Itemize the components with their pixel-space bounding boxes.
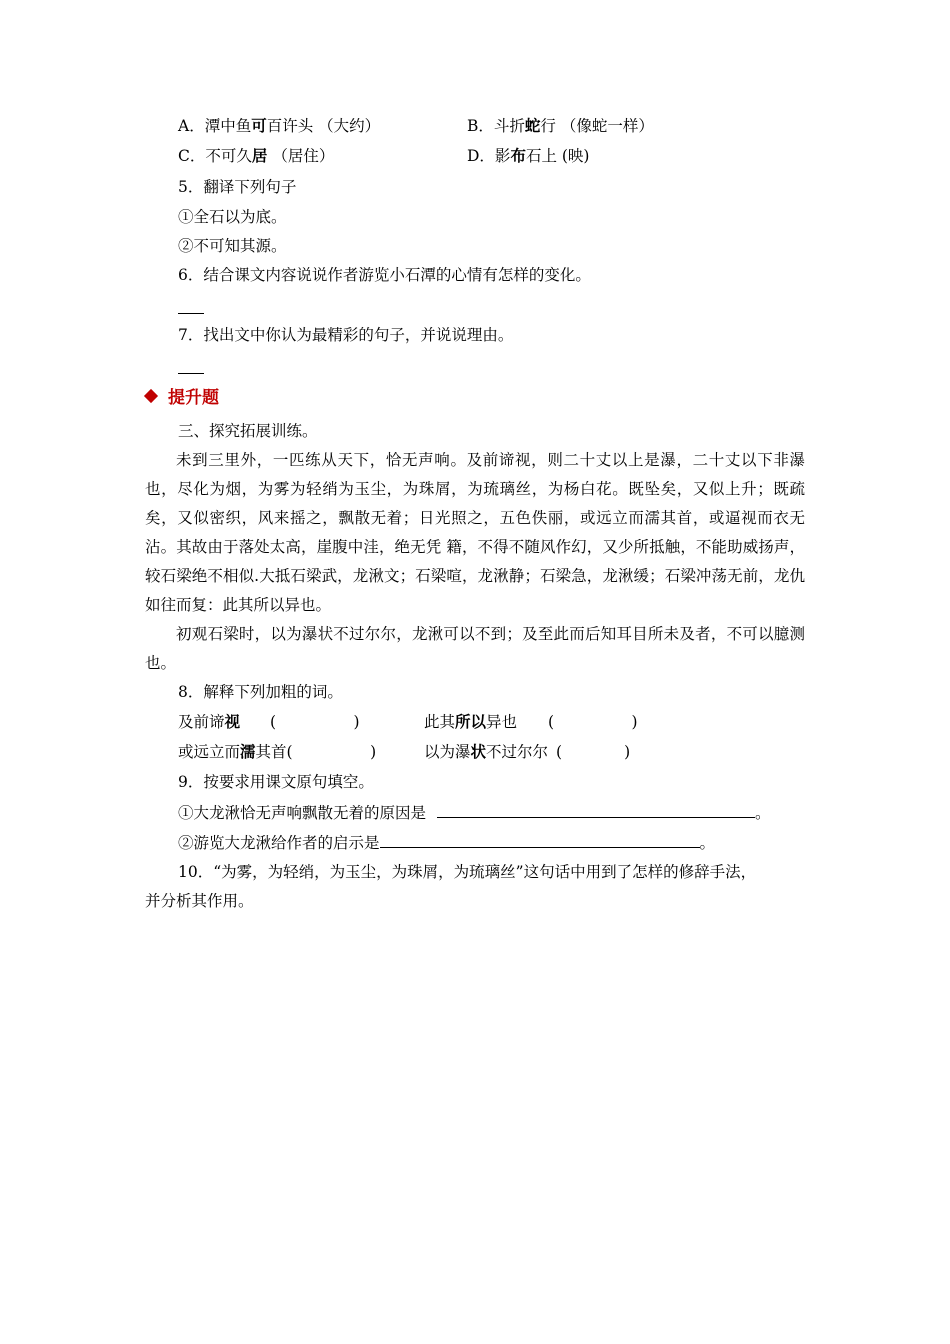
bold-word: 居 — [251, 146, 268, 165]
option-d: D．影布石上 (映) — [467, 146, 590, 165]
diamond-bullet-icon — [144, 389, 158, 403]
fill-blank[interactable] — [380, 833, 700, 848]
q8-item-3-answer[interactable]: ( ) — [286, 743, 377, 761]
q8-item-3: 或远立而濡其首( ) — [178, 742, 377, 761]
question-10-line-1: 10．“为雾，为轻绡，为玉尘，为珠屑，为琉璃丝”这句话中用到了怎样的修辞手法， — [178, 863, 757, 881]
section-heading: 提升题 — [146, 387, 219, 409]
q8-item-2: 此其所以异也 — [424, 712, 518, 731]
bold-word: 所以 — [455, 712, 487, 731]
q9-sentence-2: ②游览大龙湫给作者的启示是 。 — [178, 834, 716, 852]
bold-word: 状 — [470, 742, 487, 761]
q8-item-4: 以为瀑状不过尔尔 ( ) — [424, 742, 631, 761]
q8-item-4-answer[interactable]: ( ) — [556, 743, 631, 761]
bold-word: 视 — [224, 712, 241, 731]
answer-line[interactable] — [178, 313, 204, 314]
option-b: B．斗折蛇行 （像蛇一样） — [467, 116, 654, 135]
option-a: A．潭中鱼可百许头 （大约） — [178, 116, 381, 135]
q9-sentence-1: ①大龙湫恰无声响飘散无着的原因是 。 — [178, 804, 771, 822]
bold-word: 布 — [510, 146, 526, 165]
bold-word: 蛇 — [524, 116, 541, 135]
question-5-sentence-2: ②不可知其源。 — [178, 237, 287, 255]
option-c: C．不可久居 （居住） — [178, 146, 335, 165]
part-3-title: 三、探究拓展训练。 — [178, 422, 318, 440]
answer-line[interactable] — [178, 373, 204, 374]
bold-word: 濡 — [240, 742, 256, 761]
question-6-title: 6．结合课文内容说说作者游览小石潭的心情有怎样的变化。 — [178, 266, 591, 284]
q8-item-1: 及前谛视 — [178, 712, 241, 731]
question-8-title: 8．解释下列加粗的词。 — [178, 683, 343, 701]
question-5-title: 5．翻译下列句子 — [178, 178, 297, 196]
question-9-title: 9．按要求用课文原句填空。 — [178, 773, 374, 791]
passage-paragraph-2: 初观石梁时，以为瀑状不过尔尔，龙湫可以不到；及至此而后知耳目所未及者，不可以臆测也。 — [145, 625, 805, 672]
q8-item-2-answer[interactable]: ( ) — [548, 713, 638, 731]
passage-paragraph-1: 未到三里外，一匹练从天下，恰无声响。及前谛视，则二十丈以上是瀑，二十丈以下非瀑也，尽化为烟，为雾为轻绡为玉尘，为珠屑，为琉璃丝，为杨白花。既坠矣，又似上升；既疏矣，又似密织，风来摇之，飘散无着；日光照之，五色佚丽，或远立而濡其首，或逼视而衣无沾。其故由于落处太高，崖腹中洼，绝无凭 籍，不得不随风作幻，又少所抵触，不能助威扬声，较石梁绝不相似.大抵石梁武，龙湫文；石梁喧，龙湫静；石梁急，龙湫缓；石梁冲荡无前，龙仇如往而复：此其所以异也。 — [145, 451, 805, 614]
question-10-line-2: 并分析其作用。 — [145, 892, 254, 910]
bold-word: 可 — [251, 116, 267, 135]
fill-blank[interactable] — [437, 803, 755, 818]
question-7-title: 7．找出文中你认为最精彩的句子，并说说理由。 — [178, 326, 514, 344]
q8-item-1-answer[interactable]: ( ) — [270, 713, 360, 731]
question-5-sentence-1: ①全石以为底。 — [178, 208, 287, 226]
